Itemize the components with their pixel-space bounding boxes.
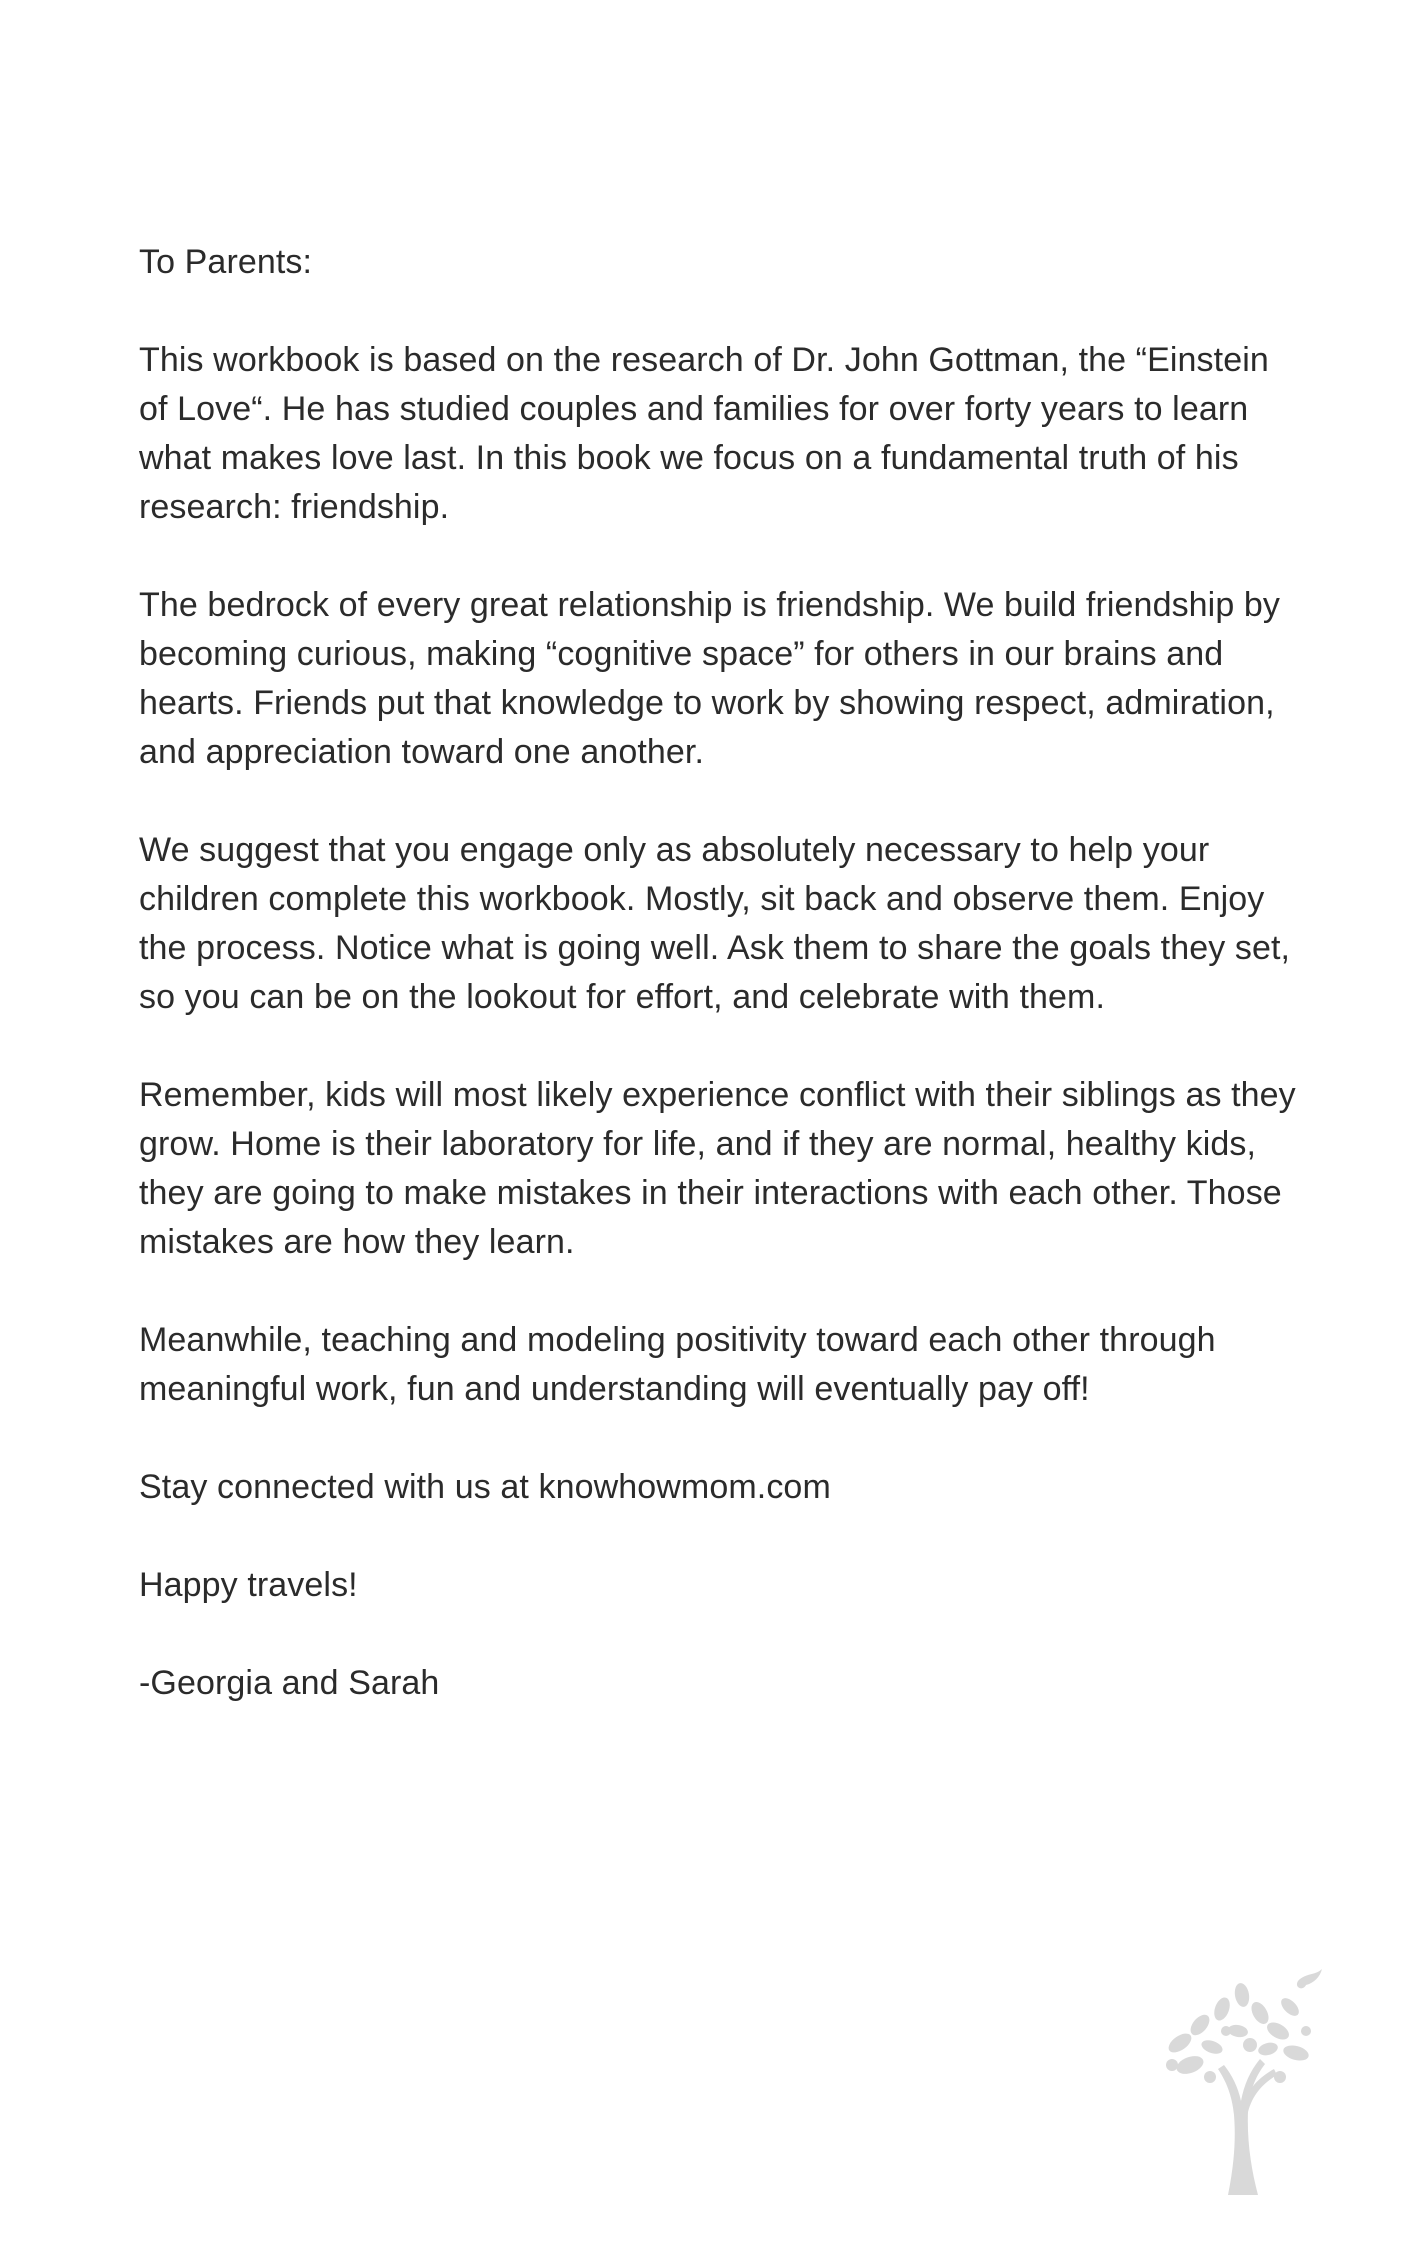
paragraph-happy-travels: Happy travels! [139,1566,358,1604]
paragraph-friendship: The bedrock of every great relationship is friendship. We build friendship by becoming curious, making “cognitive space” for others in our brains and hearts. Friends put that knowledge to work by showing respect, admiration, and appreciation toward one another. [139,586,1281,771]
paragraph-positivity: Meanwhile, teaching and modeling positivity toward each other through meaningful work, fun and understanding will eventually pay off! [139,1321,1216,1408]
paragraph-gottman-intro: This workbook is based on the research of Dr. John Gottman, the “Einstein of Love“. He has studied couples and families for over forty years to learn what makes love last. In this book we focus on a fundamental truth of his research: friendship. [139,341,1269,526]
paragraph-suggestion: We suggest that you engage only as absolutely necessary to help your children complete this workbook. Mostly, sit back and observe them. Enjoy the process. Notice what is going well. Ask them to share the goals they set, so you can be on the lookout for effort, and celebrate with them. [139,831,1291,1016]
tree-logo-icon [1150,1965,1330,2195]
paragraph-conflict: Remember, kids will most likely experience conflict with their siblings as they grow. Home is their laboratory for life, and if they are normal, healthy kids, they are going to make mistakes in their interactions with each other. Those mistakes are how they learn. [139,1076,1296,1261]
signature: -Georgia and Sarah [139,1664,440,1702]
parent-letter [139,238,1299,1757]
paragraph-stay-connected: Stay connected with us at knowhowmom.com [139,1468,831,1506]
salutation: To Parents: [139,243,313,281]
